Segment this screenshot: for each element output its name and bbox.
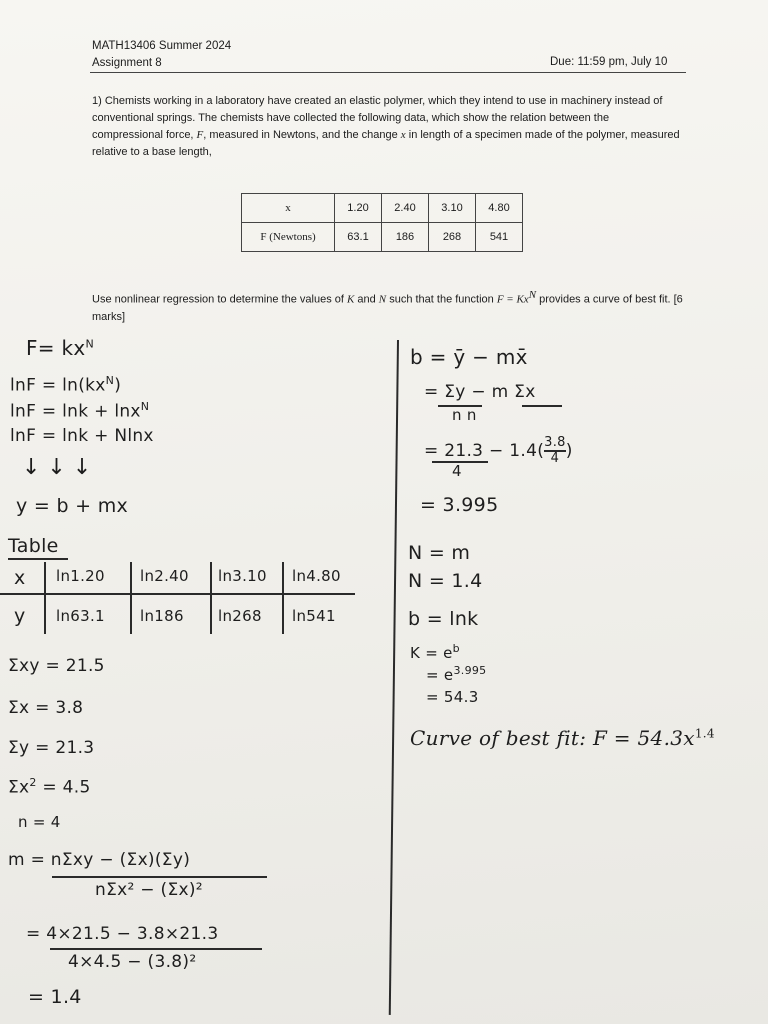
hw-b-den: 4 (452, 462, 462, 480)
hw-m-sub-den: 4×4.5 − (3.8)² (68, 952, 197, 972)
hw-log-step-1: $\ln F = \ln(kx^N)$ (10, 374, 122, 396)
hw-b-sub-num: = Σy − m Σx (424, 382, 536, 402)
hw-table-cell: ln3.10 (218, 567, 267, 585)
table-cell: x (242, 194, 335, 223)
hw-b-lnk: b = lnk (408, 608, 479, 630)
hw-b-sub-den: n n (452, 406, 477, 424)
hw-underline (8, 558, 68, 560)
hw-fraction-bar (52, 876, 267, 878)
hw-table-cell: ln2.40 (140, 567, 189, 585)
hw-curve-of-best-fit: Curve of best fit: $F = 54.3x^{1.4}$ (410, 726, 715, 750)
table-cell: 268 (429, 223, 476, 252)
hw-sum-y: Σy = 21.3 (8, 738, 95, 758)
assignment-title: Assignment 8 (92, 57, 162, 69)
hw-m-formula-den: nΣx² − (Σx)² (95, 880, 203, 900)
hw-b-result: = 3.995 (420, 494, 499, 516)
hw-table-rule (282, 562, 284, 634)
table-cell: 2.40 (382, 194, 429, 223)
hw-b-def: b = ȳ − mx̄ (410, 345, 528, 369)
table-cell: 541 (476, 223, 523, 252)
hw-m-formula-num: m = nΣxy − (Σx)(Σy) (8, 850, 191, 870)
question-text: 1) Chemists working in a laboratory have created an elastic polymer, which they intend to use in machinery instead of conventional springs. The chemists have collected the following data, which show the relation between the compressional force, F, measured in Newtons, and the change x in length of a specimen made of the polymer, measured relative to a base length, (92, 95, 680, 158)
instruction-text: Use nonlinear regression to determine the values of K and N such that the function $F = Kx^N$ provides a curve of best fit. [6 marks] (92, 289, 683, 323)
hw-table-title: Table (8, 535, 59, 557)
hw-n-val: N = 1.4 (408, 570, 483, 592)
table-cell: F (Newtons) (242, 223, 335, 252)
hw-fraction-bar (522, 405, 562, 407)
hw-k-exp: $K = e^b$ (410, 642, 460, 662)
hw-m-sub-num: = 4×21.5 − 3.8×21.3 (26, 924, 219, 944)
hw-sum-xy: Σxy = 21.5 (8, 656, 105, 676)
hw-table-rule (0, 593, 355, 595)
hw-log-step-3: lnF = lnk + Nlnx (10, 426, 154, 446)
table-cell: 63.1 (335, 223, 382, 252)
hw-table-y-label: y (14, 605, 26, 627)
table-row (242, 194, 523, 223)
hw-k-val: = 54.3 (426, 688, 479, 706)
column-divider (389, 340, 399, 1015)
hw-table-cell: ln63.1 (56, 607, 105, 625)
hw-table-cell: ln1.20 (56, 567, 105, 585)
table-cell: 4.80 (476, 194, 523, 223)
hw-sum-x: Σx = 3.8 (8, 698, 84, 718)
table-cell: 3.10 (429, 194, 476, 223)
hw-table-cell: ln186 (140, 607, 184, 625)
hw-n: n = 4 (18, 813, 61, 831)
table-cell: 1.20 (335, 194, 382, 223)
table-cell: 186 (382, 223, 429, 252)
course-code: MATH13406 Summer 2024 (92, 40, 232, 52)
hw-linear-form: y = b + mx (16, 495, 129, 517)
hw-table-cell: ln268 (218, 607, 262, 625)
hw-table-cell: ln541 (292, 607, 336, 625)
hw-m-result: = 1.4 (28, 986, 82, 1008)
hw-k-sub: = $e^{3.995}$ (426, 664, 487, 684)
hw-table-rule (210, 562, 212, 634)
hw-model: $F= kx^N$ (26, 336, 95, 360)
hw-n-eq: N = m (408, 542, 471, 564)
hw-log-step-2: lnF = lnk + lnx$^N$ (10, 400, 150, 422)
hw-table-rule (44, 562, 46, 634)
data-table (241, 193, 523, 252)
hw-table-rule (130, 562, 132, 634)
hw-table-cell: ln4.80 (292, 567, 341, 585)
hw-b-num: = 21.3 − 1.4( $\frac{3.8}{4}$ ) (424, 435, 573, 466)
table-row (242, 223, 523, 252)
hw-arrows: ↓ ↓ ↓ (22, 455, 92, 480)
header-rule (90, 72, 686, 73)
due-date: Due: 11:59 pm, July 10 (550, 56, 668, 68)
hw-table-x-label: x (14, 567, 26, 589)
hw-fraction-bar (50, 948, 262, 950)
hw-sum-x2: $\Sigma x^2 = 4.5$ (8, 776, 91, 798)
